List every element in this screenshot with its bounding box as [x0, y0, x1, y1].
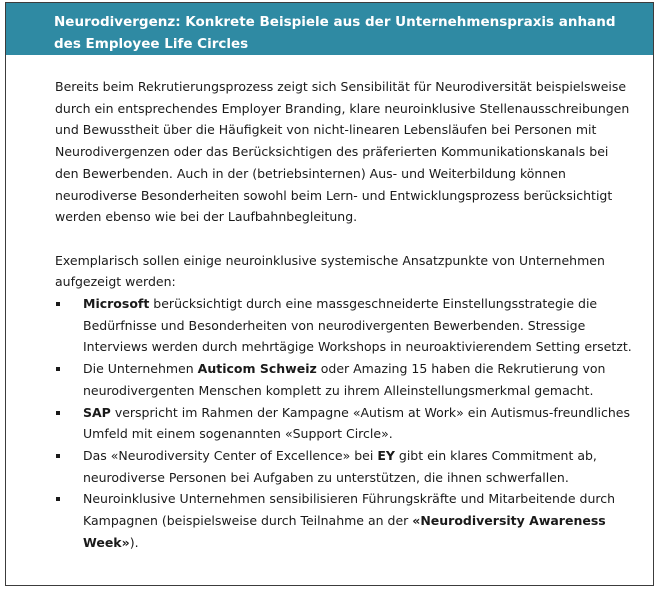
- list-item-sap: [55, 402, 635, 445]
- list-item-awareness-week: [55, 488, 635, 553]
- item-text: oder Amazing 15 haben die Rekrutierung von neurodivergenten Menschen komplett zu ihrem Alleinstellungsmerkmal gemacht.: [83, 361, 606, 398]
- event-name: «Neurodiversity Awareness Week»: [83, 513, 606, 550]
- box-header: [6, 3, 653, 55]
- item-text-prefix: Neuroinklusive Unternehmen sensibilisieren Führungskräfte und Mitarbeitende durch Kampagnen (beispielsweise durch Teilnahme an der: [83, 491, 616, 529]
- item-text-prefix: Das «Neurodiversity Center of Excellence» bei: [83, 447, 378, 463]
- company-name: SAP: [83, 404, 111, 420]
- info-box: [5, 2, 654, 586]
- item-text: verspricht im Rahmen der Kampagne «Autism at Work» ein Autismus-freundliches Umfeld mit einem sogenannten «Support Circle».: [83, 404, 631, 442]
- item-text: gibt ein klares Commitment ab, neurodiverse Personen bei Aufgaben zu unterstützen, die ihnen schwerfallen.: [83, 447, 597, 485]
- list-item-ey: [55, 445, 635, 488]
- lead-paragraph: Exemplarisch sollen einige neuroinklusive systemische Ansatzpunkte von Unternehmen aufgezeigt werden:: [55, 252, 605, 290]
- example-list: [55, 293, 635, 553]
- company-name: Auticom Schweiz: [197, 361, 317, 377]
- square-bullet-icon: [56, 454, 60, 458]
- box-content: [6, 55, 653, 553]
- company-name: Microsoft: [83, 296, 150, 312]
- square-bullet-icon: [56, 367, 60, 371]
- item-text: ).: [129, 534, 139, 550]
- list-item-auticom: [55, 358, 635, 401]
- square-bullet-icon: [56, 411, 60, 415]
- square-bullet-icon: [56, 497, 60, 501]
- item-text: berücksichtigt durch eine massgeschneiderte Einstellungsstrategie die Bedürfnisse und Besonderheiten von neurodivergenten Bewerbenden. Stressige Interviews werden durch mehrtägige Workshops in neuroaktivierendem Setting ersetzt.: [83, 296, 632, 355]
- company-name: EY: [377, 447, 395, 463]
- square-bullet-icon: [56, 302, 60, 306]
- item-text-prefix: Die Unternehmen: [83, 361, 198, 377]
- intro-paragraph: Bereits beim Rekrutierungsprozess zeigt sich Sensibilität für Neurodiversität beispielsweise durch ein entsprechendes Employer Branding, klare neuroinklusive Stellenausschreibungen und Bewusstheit über die Häufigkeit von nicht-linearen Lebensläufen bei Personen mit Neurodivergenzen oder das Berücksichtigen des präferierten Kommunikationskanals bei den Bewerbenden. Auch in der (betriebsinternen) Aus- und Weiterbildung können neurodiverse Besonderheiten sowohl beim Lern- und Entwicklungsprozess berücksichtigt werden ebenso wie bei der Laufbahnbegleitung.: [55, 79, 630, 225]
- box-title: Neurodivergenz: Konkrete Beispiele aus der Unternehmenspraxis anhand des Employee Life Circles: [54, 14, 616, 52]
- list-item-microsoft: [55, 293, 635, 358]
